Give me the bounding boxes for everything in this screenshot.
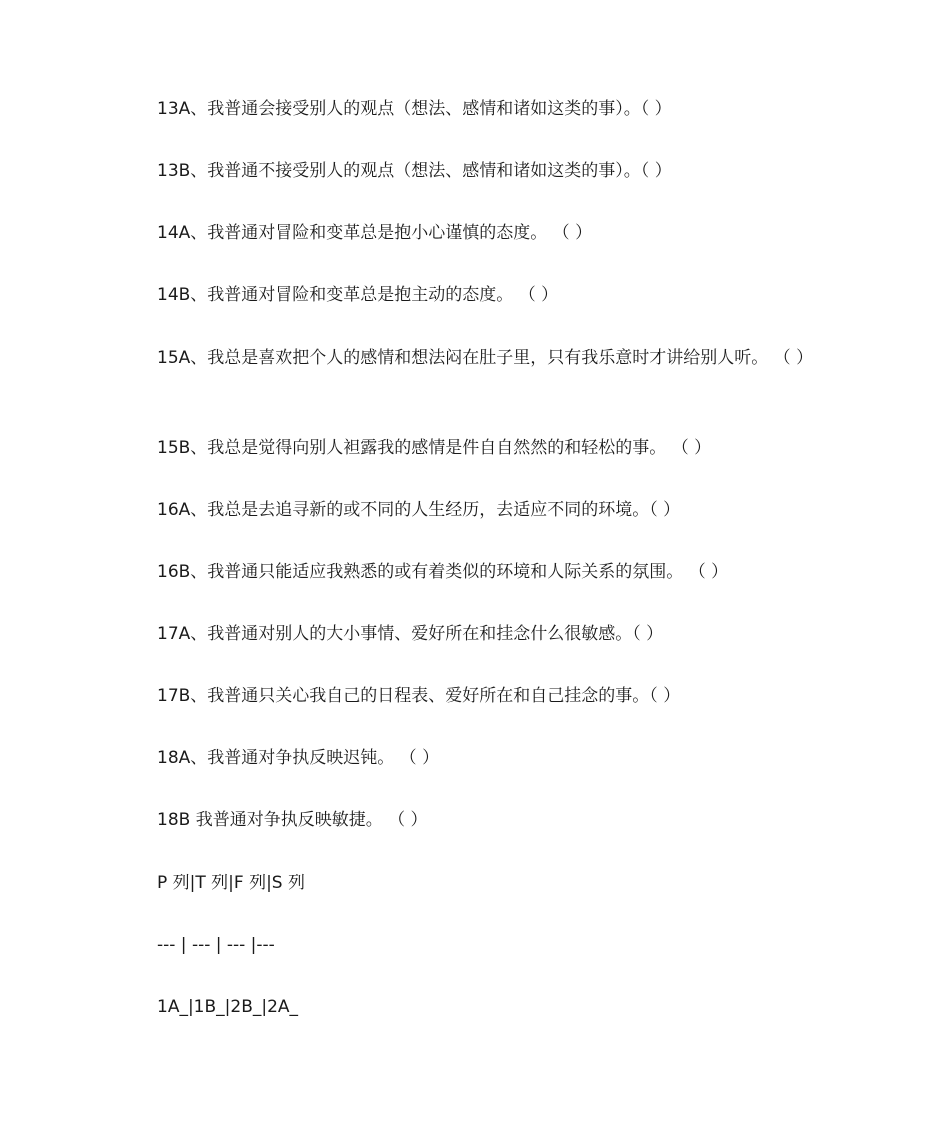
question-17b: 17B、我普通只关心我自己的日程表、爱好所在和自己挂念的事。（ ）	[157, 686, 681, 706]
question-17a: 17A、我普通对别人的大小事情、爱好所在和挂念什么很敏感。（ ）	[157, 624, 664, 644]
question-15b: 15B、我总是觉得向别人袒露我的感情是件自自然然的和轻松的事。 （ ）	[157, 438, 712, 458]
question-16b: 16B、我普通只能适应我熟悉的或有着类似的环境和人际关系的氛围。 （ ）	[157, 562, 729, 582]
question-14a: 14A、我普通对冒险和变革总是抱小心谨慎的态度。 （ ）	[157, 223, 593, 243]
table-separator-row: --- | --- | --- |---	[157, 935, 275, 955]
question-13b: 13B、我普通不接受别人的观点（想法、感情和诸如这类的事）。（ ）	[157, 161, 672, 181]
question-18b: 18B 我普通对争执反映敏捷。 （ ）	[157, 810, 428, 830]
question-15a: 15A、我总是喜欢把个人的感情和想法闷在肚子里，只有我乐意时才讲给别人听。 （ ）	[157, 348, 814, 368]
table-data-row: 1A_|1B_|2B_|2A_	[157, 997, 299, 1017]
question-18a: 18A、我普通对争执反映迟钝。 （ ）	[157, 748, 440, 768]
question-14b: 14B、我普通对冒险和变革总是抱主动的态度。 （ ）	[157, 285, 559, 305]
table-header-row: P 列|T 列|F 列|S 列	[157, 873, 306, 893]
question-16a: 16A、我总是去追寻新的或不同的人生经历，去适应不同的环境。（ ）	[157, 500, 681, 520]
question-13a: 13A、我普通会接受别人的观点（想法、感情和诸如这类的事）。（ ）	[157, 99, 672, 119]
